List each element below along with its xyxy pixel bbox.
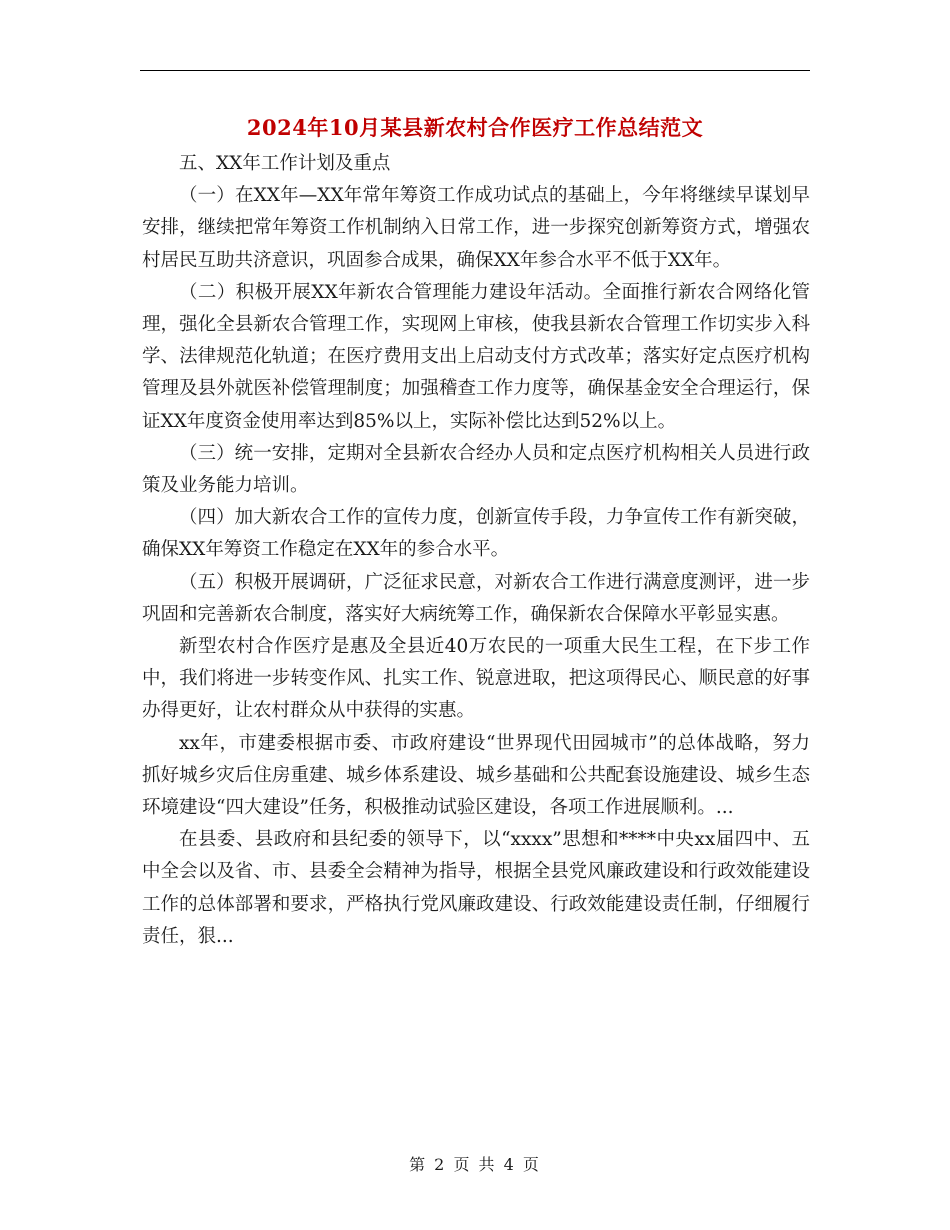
paragraph-summary: 新型农村合作医疗是惠及全县近40万农民的一项重大民生工程，在下步工作中，我们将进一步转变作风、扎实工作、锐意进取，把这项得民心、顺民意的好事办得更好，让农村群众从中获得的实惠。	[142, 636, 810, 722]
paragraph-excerpt-2: 在县委、县政府和县纪委的领导下，以“xxxx”思想和****中央xx届四中、五中全会以及省、市、县委全会精神为指导，根据全县党风廉政建设和行政效能建设工作的总体部署和要求，严格执行党风廉政建设、行政效能建设责任制，仔细履行责任，狠...	[142, 829, 810, 947]
paragraph-item-5: （五）积极开展调研，广泛征求民意，对新农合工作进行满意度测评，进一步巩固和完善新农合制度，落实好大病统筹工作，确保新农合保障水平彰显实惠。	[142, 571, 810, 625]
document-title: 2024年10月某县新农村合作医疗工作总结范文	[246, 115, 704, 140]
page-number-footer: 第 2 页 共 4 页	[409, 1155, 541, 1174]
paragraph-item-2: （二）积极开展XX年新农合管理能力建设年活动。全面推行新农合网络化管理，强化全县新农合管理工作，实现网上审核，使我县新农合管理工作切实步入科学、法律规范化轨道；在医疗费用支出上启动支付方式改革；落实好定点医疗机构管理及县外就医补偿管理制度；加强稽查工作力度等，确保基金安全合理运行，保证XX年度资金使用率达到85%以上，实际补偿比达到52%以上。	[142, 281, 810, 432]
document-body	[142, 148, 810, 953]
paragraph-item-3: （三）统一安排，定期对全县新农合经办人员和定点医疗机构相关人员进行政策及业务能力培训。	[142, 442, 810, 497]
header-rule	[140, 70, 810, 71]
paragraph-excerpt-1: xx年，市建委根据市委、市政府建设“世界现代田园城市”的总体战略，努力抓好城乡灾后住房重建、城乡体系建设、城乡基础和公共配套设施建设、城乡生态环境建设“四大建设”任务，积极推动试验区建设，各项工作进展顺利。...	[142, 732, 810, 819]
paragraph-item-4: （四）加大新农合工作的宣传力度，创新宣传手段，力争宣传工作有新突破，确保XX年筹资工作稳定在XX年的参合水平。	[142, 507, 810, 561]
section-heading: 五、XX年工作计划及重点	[179, 153, 391, 174]
paragraph-item-1: （一）在XX年—XX年常年筹资工作成功试点的基础上，今年将继续早谋划早安排，继续把常年筹资工作机制纳入日常工作，进一步探究创新筹资方式，增强农村居民互助共济意识，巩固参合成果，确保XX年参合水平不低于XX年。	[142, 185, 810, 271]
